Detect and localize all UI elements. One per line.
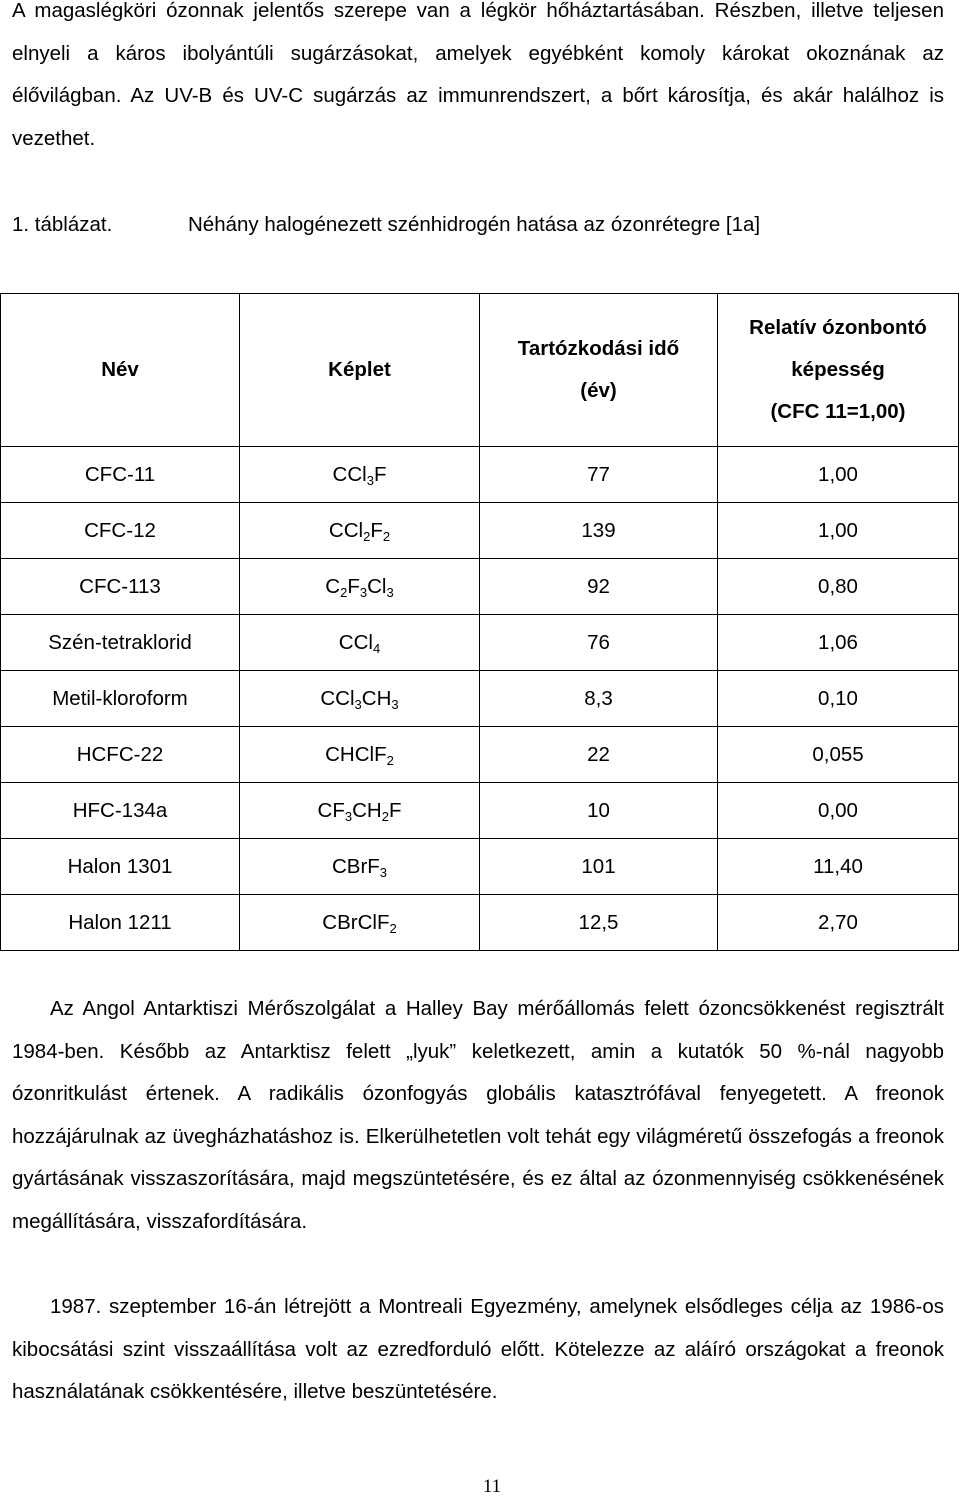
cell-lifetime: 12,5 <box>480 895 718 951</box>
chemical-formula: CCl$_4$ <box>338 630 381 656</box>
cell-name: CFC-113 <box>1 559 240 615</box>
cell-name: CFC-12 <box>1 503 240 559</box>
cell-formula <box>240 839 480 895</box>
cell-odp: 0,80 <box>718 559 959 615</box>
table-row <box>1 559 959 615</box>
chemical-formula: $CF_3CH_2F$ <box>317 798 402 824</box>
table-caption-title: Néhány halogénezett szénhidrogén hatása az ózonrétegre [1a] <box>188 213 761 236</box>
table-caption <box>12 204 760 246</box>
cell-formula <box>240 503 480 559</box>
chemical-formula: CBrF$_3$ <box>331 854 388 880</box>
cell-name: Halon 1211 <box>1 895 240 951</box>
chemical-formula: $CCl_2F_2$ <box>328 518 391 544</box>
table-row <box>1 671 959 727</box>
cell-lifetime: 101 <box>480 839 718 895</box>
header-lifetime: Tartózkodási idő (év) <box>480 294 718 447</box>
header-name: Név <box>1 294 240 447</box>
cell-name: Metil-kloroform <box>1 671 240 727</box>
table-caption-label: 1. táblázat. <box>12 213 113 236</box>
chemical-formula: CBrClF$_2$ <box>322 910 397 936</box>
table-row <box>1 447 959 503</box>
ozone-depletion-table <box>0 293 959 951</box>
cell-name: CFC-11 <box>1 447 240 503</box>
cell-lifetime: 10 <box>480 783 718 839</box>
cell-formula <box>240 671 480 727</box>
cell-lifetime: 92 <box>480 559 718 615</box>
cell-name: HFC-134a <box>1 783 240 839</box>
cell-name: Halon 1301 <box>1 839 240 895</box>
cell-lifetime: 22 <box>480 727 718 783</box>
table-header-row <box>1 294 959 447</box>
table-body <box>1 447 959 951</box>
header-odp: Relatív ózonbontó képesség (CFC 11=1,00) <box>718 294 959 447</box>
cell-lifetime: 77 <box>480 447 718 503</box>
cell-odp: 1,00 <box>718 447 959 503</box>
cell-formula <box>240 615 480 671</box>
table-row <box>1 895 959 951</box>
cell-lifetime: 8,3 <box>480 671 718 727</box>
table-row <box>1 727 959 783</box>
page-number: 11 <box>482 1476 502 1497</box>
cell-formula <box>240 783 480 839</box>
cell-name: HCFC-22 <box>1 727 240 783</box>
cell-formula <box>240 895 480 951</box>
chemical-formula: CCl$_3$F <box>332 462 387 488</box>
chemical-formula: CHClF$_2$ <box>325 742 394 768</box>
cell-odp: 0,055 <box>718 727 959 783</box>
table-row <box>1 615 959 671</box>
intro-paragraph: A magaslégköri ózonnak jelentős szerepe van a légkör hőháztartásában. Részben, illetve teljesen elnyeli a káros ibolyántúli sugárzásokat, amelyek egyébként komoly károkat okoznának az élővilágban. Az UV-B és UV-C sugárzás az immunrendszert, a bőrt károsítja, és akár halálhoz is vezethet. <box>12 0 944 150</box>
cell-odp: 1,06 <box>718 615 959 671</box>
cell-odp: 0,00 <box>718 783 959 839</box>
cell-formula <box>240 447 480 503</box>
cell-lifetime: 76 <box>480 615 718 671</box>
cell-formula <box>240 559 480 615</box>
cell-odp: 11,40 <box>718 839 959 895</box>
header-formula: Képlet <box>240 294 480 447</box>
cell-formula <box>240 727 480 783</box>
chemical-formula: $CCl_3CH_3$ <box>320 686 399 712</box>
table-row <box>1 783 959 839</box>
cell-odp: 2,70 <box>718 895 959 951</box>
cell-lifetime: 139 <box>480 503 718 559</box>
paragraph-montreal-background: Az Angol Antarktiszi Mérőszolgálat a Halley Bay mérőállomás felett ózoncsökkenést regisztrált 1984-ben. Később az Antarktisz felett „lyuk” keletkezett, amin a kutatók 50 %-nál nagyobb ózonritkulást értenek. A radikális ózonfogyás globális katasztrófával fenyegetett. A freonok hozzájárulnak az üvegházhatáshoz is. Elkerülhetetlen volt tehát egy világméretű összefogás a freonok gyártásának visszaszorítására, majd megszüntetésére, és ez által az ózonmennyiség csökkenésének megállítására, visszafordítására. <box>12 997 944 1233</box>
ozone-table-container <box>0 293 958 951</box>
cell-name: Szén-tetraklorid <box>1 615 240 671</box>
chemical-formula: $C_2F_3Cl_3$ <box>325 574 394 600</box>
cell-odp: 1,00 <box>718 503 959 559</box>
cell-odp: 0,10 <box>718 671 959 727</box>
table-row <box>1 839 959 895</box>
table-row <box>1 503 959 559</box>
paragraph-montreal-protocol: 1987. szeptember 16-án létrejött a Montreali Egyezmény, amelynek elsődleges célja az 1986-os kibocsátási szint visszaállítása volt az ezredforduló előtt. Kötelezze az aláíró országokat a freonok használatának csökkentésére, illetve beszüntetésére. <box>12 1295 944 1403</box>
